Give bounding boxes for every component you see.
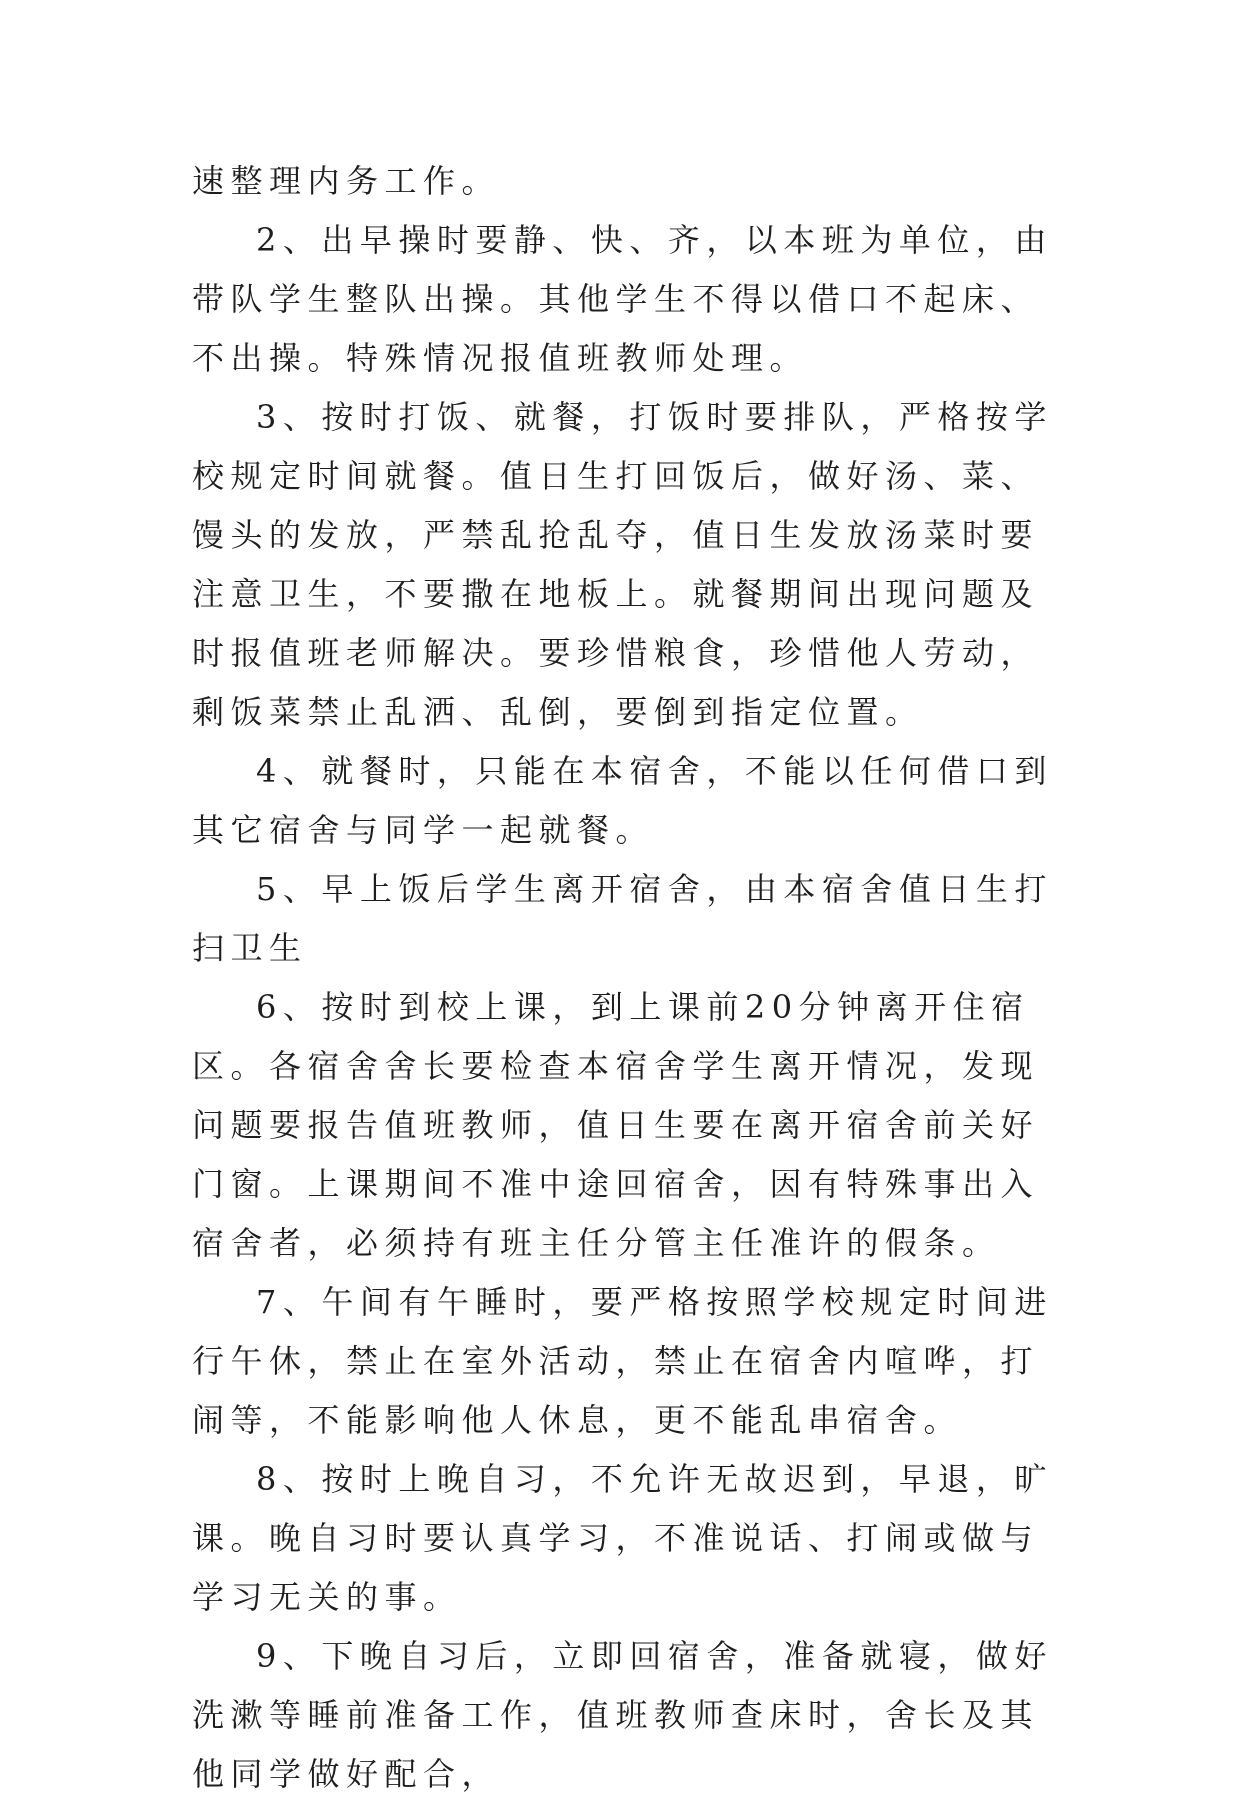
paragraph-rule-3: 3、按时打饭、就餐，打饭时要排队，严格按学校规定时间就餐。值日生打回饭后，做好汤、菜、馒头的发放，严禁乱抢乱夺，值日生发放汤菜时要注意卫生，不要撒在地板上。就餐期间出现问题及时报值班老师解决。要珍惜粮食，珍惜他人劳动，剩饭菜禁止乱洒、乱倒，要倒到指定位置。 xyxy=(192,398,1053,731)
document-body xyxy=(192,152,1072,1804)
paragraph-rule-8: 8、按时上晚自习，不允许无故迟到，早退，旷课。晚自习时要认真学习，不准说话、打闹或做与学习无关的事。 xyxy=(192,1460,1053,1616)
paragraph-continuation: 速整理内务工作。 xyxy=(192,162,501,200)
paragraph-rule-6: 6、按时到校上课，到上课前20分钟离开住宿区。各宿舍舍长要检查本宿舍学生离开情况，发现问题要报告值班教师，值日生要在离开宿舍前关好门窗。上课期间不准中途回宿舍，因有特殊事出入宿舍者，必须持有班主任分管主任准许的假条。 xyxy=(192,988,1040,1262)
paragraph-rule-4: 4、就餐时，只能在本宿舍，不能以任何借口到其它宿舍与同学一起就餐。 xyxy=(192,752,1053,849)
paragraph-rule-9: 9、下晚自习后，立即回宿舍，准备就寝，做好洗漱等睡前准备工作，值班教师查床时，舍长及其他同学做好配合， xyxy=(192,1637,1053,1793)
paragraph-rule-5: 5、早上饭后学生离开宿舍，由本宿舍值日生打扫卫生 xyxy=(192,870,1053,967)
paragraph-rule-2: 2、出早操时要静、快、齐，以本班为单位，由带队学生整队出操。其他学生不得以借口不起床、不出操。特殊情况报值班教师处理。 xyxy=(192,221,1053,377)
paragraph-rule-7: 7、午间有午睡时，要严格按照学校规定时间进行午休，禁止在室外活动，禁止在宿舍内喧哗，打闹等，不能影响他人休息，更不能乱串宿舍。 xyxy=(192,1283,1053,1439)
